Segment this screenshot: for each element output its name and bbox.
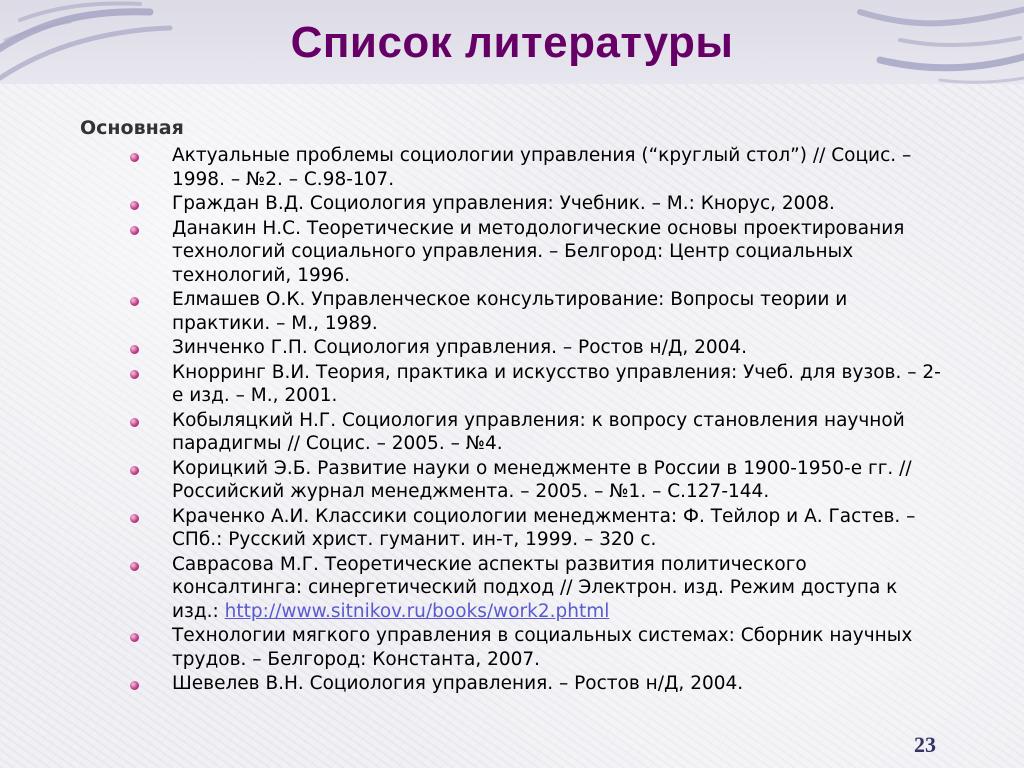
reference-link[interactable]: http://www.sitnikov.ru/books/work2.phtml — [224, 600, 610, 622]
bullet-icon — [130, 345, 139, 354]
reference-item — [172, 361, 942, 408]
bullet-icon — [130, 226, 139, 235]
bullet-icon — [130, 418, 139, 427]
reference-text: Данакин Н.С. Теоретические и методологические основы проектирования технологий социального управления. – Белгород: Центр социальных технологий, 1996. — [172, 217, 905, 286]
reference-item — [172, 457, 942, 504]
section-heading: Основная — [80, 117, 184, 139]
reference-text: Кнорринг В.И. Теория, практика и искусство управления: Учеб. для вузов. – 2-е изд. – М., 2001. — [172, 361, 941, 406]
reference-item — [172, 553, 942, 624]
reference-item — [172, 192, 942, 216]
bullet-icon — [130, 370, 139, 379]
reference-item — [172, 144, 942, 191]
reference-item — [172, 409, 942, 456]
reference-item — [172, 336, 942, 360]
bullet-icon — [130, 153, 139, 162]
reference-text: Саврасова М.Г. Теоретические аспекты развития политического консалтинга: синергетический подход // Электрон. изд. Режим доступа к изд.: — [172, 553, 898, 622]
bullet-icon — [130, 201, 139, 210]
reference-text: Елмашев О.К. Управленческое консультирование: Вопросы теории и практики. – М., 1989. — [172, 289, 848, 334]
reference-text: Зинченко Г.П. Социология управления. – Ростов н/Д, 2004. — [172, 337, 748, 358]
reference-item — [172, 624, 942, 671]
reference-text: Технологии мягкого управления в социальных системах: Сборник научных трудов. – Белгород: Константа, 2007. — [172, 625, 913, 670]
page-number: 23 — [914, 732, 936, 757]
reference-text: Актуальные проблемы социологии управления (“круглый стол”) // Социс. – 1998. – №2. – С.98-107. — [172, 145, 912, 190]
reference-text: Граждан В.Д. Социология управления: Учебник. – М.: Кнорус, 2008. — [172, 193, 835, 214]
reference-text: Шевелев В.Н. Социология управления. – Ростов н/Д, 2004. — [172, 673, 744, 694]
reference-text: Корицкий Э.Б. Развитие науки о менеджменте в России в 1900-1950-е гг. // Российский журнал менеджмента. – 2005. – №1. – С.127-144. — [172, 457, 912, 502]
reference-list — [172, 144, 942, 697]
reference-item — [172, 505, 942, 552]
bullet-icon — [130, 681, 139, 690]
bullet-icon — [130, 633, 139, 642]
reference-item — [172, 672, 942, 696]
reference-text: Краченко А.И. Классики социологии менеджмента: Ф. Тейлор и А. Гастев. – СПб.: Русский христ. гуманит. ин-т, 1999. – 320 с. — [172, 505, 916, 550]
slide-title: Список литературы — [290, 18, 734, 67]
bullet-icon — [130, 466, 139, 475]
bullet-icon — [130, 562, 139, 571]
bullet-icon — [130, 297, 139, 306]
reference-item — [172, 288, 942, 335]
reference-text: Кобыляцкий Н.Г. Социология управления: к вопросу становления научной парадигмы // Социс. – 2005. – №4. — [172, 409, 905, 454]
bullet-icon — [130, 514, 139, 523]
reference-item — [172, 217, 942, 288]
